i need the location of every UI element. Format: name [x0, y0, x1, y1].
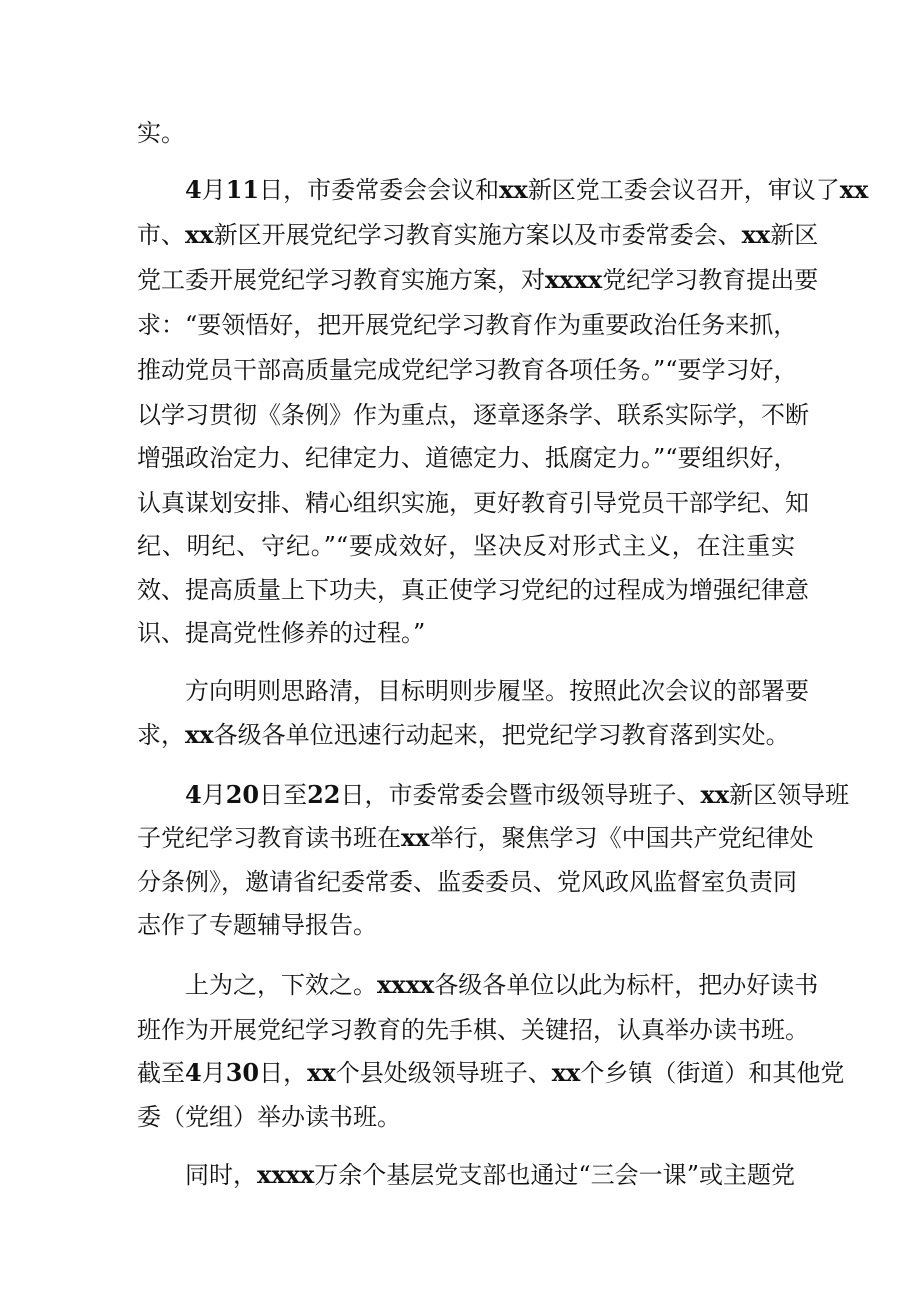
text-line: 以学习贯彻《条例》作为重点，逐章逐条学、联系实际学，不断: [137, 401, 809, 429]
text-line: 4月11日，市委常委会会议和xx新区党工委会议召开，审议了xx: [185, 175, 869, 204]
bold-token: xx: [839, 175, 869, 204]
bold-token: 20: [225, 780, 260, 809]
bold-token: xx: [499, 175, 528, 204]
bold-token: xx: [741, 220, 771, 249]
text-line: 上为之，下效之。xxxx各级各单位以此为标杆，把办好读书: [185, 970, 819, 999]
text-line: 同时，xxxx万余个基层党支部也通过“三会一课”或主题党: [185, 1160, 795, 1189]
bold-token: xx: [401, 823, 430, 852]
bold-token: xxxx: [377, 970, 435, 999]
bold-token: xx: [185, 720, 214, 749]
bold-token: 4: [185, 1058, 202, 1087]
bold-token: xx: [307, 1058, 336, 1087]
text-line: 纪、明纪、守纪。”“要成效好，坚决反对形式主义，在注重实: [137, 532, 795, 560]
text-line: 班作为开展党纪学习教育的先手棋、关键招，认真举办读书班。: [137, 1016, 809, 1044]
text-line: 截至4月30日，xx个县处级领导班子、xx个乡镇（街道）和其他党: [137, 1058, 845, 1087]
bold-token: xxxx: [545, 265, 603, 294]
bold-token: 4: [185, 175, 202, 204]
text-line: 4月20日至22日，市委常委会暨市级领导班子、xx新区领导班: [185, 780, 850, 809]
bold-token: xx: [185, 220, 214, 249]
text-line: 增强政治定力、纪律定力、道德定力、抵腐定力。”“要组织好，: [137, 444, 798, 472]
bold-token: xxxx: [257, 1160, 315, 1189]
text-line: 求，xx各级各单位迅速行动起来，把党纪学习教育落到实处。: [137, 720, 790, 749]
text-line: 推动党员干部高质量完成党纪学习教育各项任务。”“要学习好，: [137, 356, 798, 384]
text-line: 党工委开展党纪学习教育实施方案，对xxxx党纪学习教育提出要: [137, 265, 819, 294]
bold-token: 4: [185, 780, 202, 809]
text-line: 识、提高党性修养的过程。”: [137, 619, 426, 647]
text-line: 求：“要领悟好，把开展党纪学习教育作为重要政治任务来抓，: [137, 311, 798, 339]
text-line: 分条例》，邀请省纪委常委、监委委员、党风政风监督室负责同: [137, 868, 797, 896]
text-line: 市、xx新区开展党纪学习教育实施方案以及市委常委会、xx新区: [137, 220, 819, 249]
text-line: 认真谋划安排、精心组织实施，更好教育引导党员干部学纪、知: [137, 489, 809, 517]
text-line: 方向明则思路清，目标明则步履坚。按照此次会议的部署要: [185, 677, 809, 705]
bold-token: 22: [307, 780, 341, 809]
bold-token: 30: [225, 1058, 260, 1087]
text-line: 委（党组）举办读书班。: [137, 1103, 401, 1131]
text-line: 实。: [137, 119, 185, 147]
text-line: 志作了专题辅导报告。: [137, 911, 377, 939]
bold-token: 11: [225, 175, 260, 204]
bold-token: xx: [551, 1058, 581, 1087]
bold-token: xx: [700, 780, 730, 809]
text-line: 效、提高质量上下功夫，真正使学习党纪的过程成为增强纪律意: [137, 576, 809, 604]
text-line: 子党纪学习教育读书班在xx举行，聚焦学习《中国共产党纪律处: [137, 823, 814, 852]
